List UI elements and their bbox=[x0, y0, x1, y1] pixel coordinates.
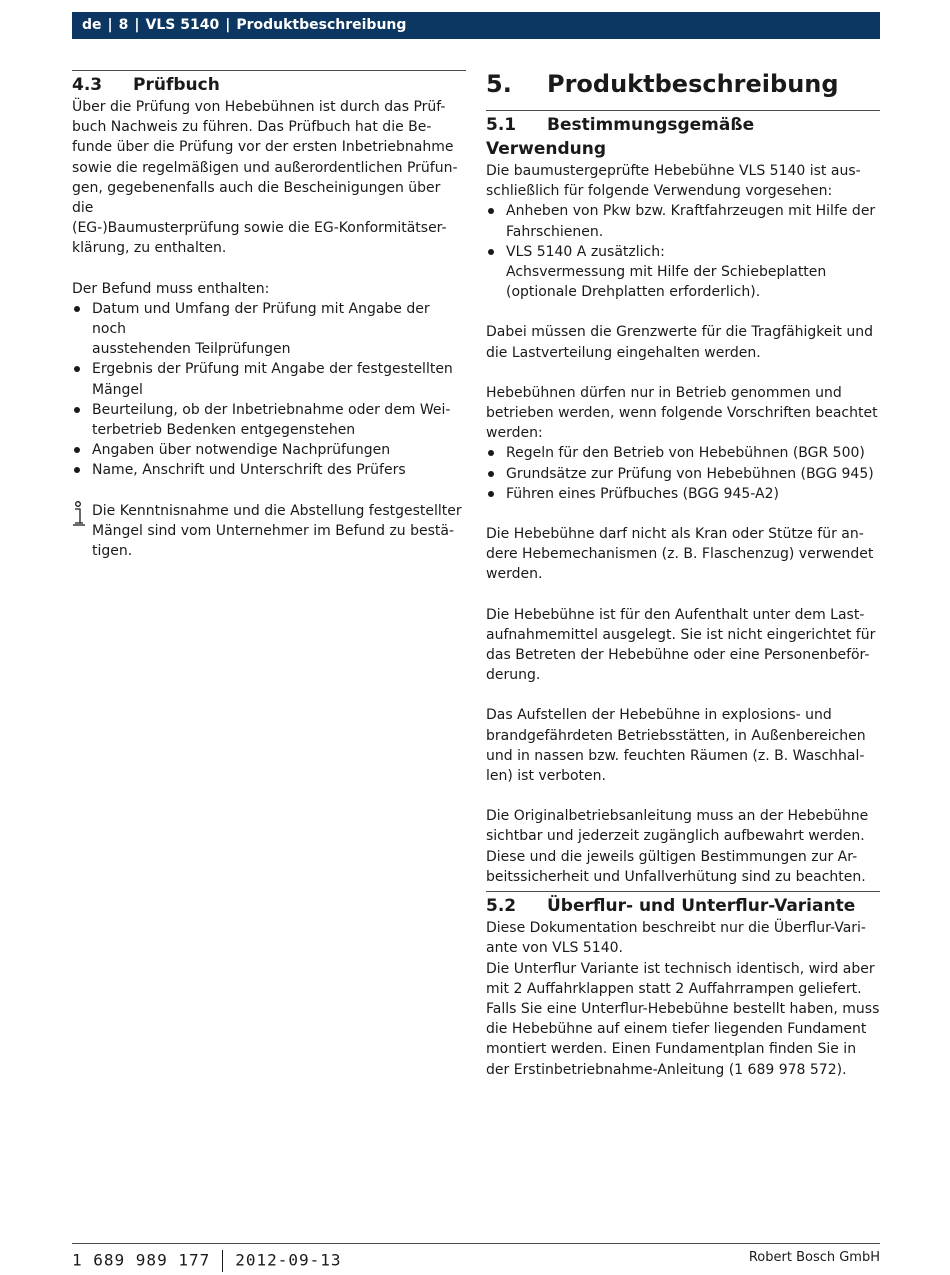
footer-doc-number: 1 689 989 177 bbox=[72, 1250, 211, 1270]
section-rule bbox=[486, 110, 880, 111]
list-item: Anheben von Pkw bzw. Kraftfahrzeugen mit Hilfe der Fahrschienen. bbox=[486, 201, 880, 241]
chapter-number: 5. bbox=[486, 70, 512, 98]
rules-list bbox=[486, 443, 880, 504]
manual-paragraph: Die Originalbetriebsanleitung muss an der Hebebühne sichtbar und jederzeit zugänglich aufbewahrt werden. Diese und die jeweils gültigen Bestimmungen zur Ar- beitssicherheit und Unfallverhütung sind zu beachten. bbox=[486, 808, 869, 885]
usage-list bbox=[486, 201, 880, 302]
header-product: VLS 5140 bbox=[145, 17, 220, 33]
section-number: 5.1 bbox=[486, 115, 517, 135]
info-icon bbox=[72, 501, 88, 527]
page-header: de | 8 | VLS 5140 | Produktbeschreibung bbox=[72, 12, 880, 39]
section-title: Prüfbuch bbox=[133, 75, 220, 95]
section-heading-5-1 bbox=[486, 113, 880, 161]
usage-intro: Die baumustergeprüfte Hebebühne VLS 5140 ist aus- schließlich für folgende Verwendung vorgesehen: bbox=[486, 163, 861, 200]
befund-list bbox=[72, 299, 466, 481]
section-title: Bestimmungsgemäße Verwendung bbox=[486, 115, 755, 159]
list-item: Grundsätze zur Prüfung von Hebebühnen (BGG 945) bbox=[486, 464, 880, 484]
header-page-number: 8 bbox=[118, 17, 129, 33]
rules-intro: Hebebühnen dürfen nur in Betrieb genommen und betrieben werden, wenn folgende Vorschriften beachtet werden: bbox=[486, 384, 878, 442]
footer-date: 2012-09-13 bbox=[235, 1250, 342, 1270]
list-item: Ergebnis der Prüfung mit Angabe der festgestellten Mängel bbox=[72, 359, 466, 399]
section-number: 4.3 bbox=[72, 75, 103, 95]
info-note bbox=[72, 501, 466, 562]
list-item: Name, Anschrift und Unterschrift des Prüfers bbox=[72, 460, 466, 480]
pruefbuch-paragraph: Über die Prüfung von Hebebühnen ist durch das Prüf- buch Nachweis zu führen. Das Prüfbuch hat die Be- funde über die Prüfung vor der ersten Inbetriebnahme sowie die regelmäßigen und außerordentlichen Prüfun- gen, gegebenenfalls auch die Bescheinigungen über die (EG-)Baumusterprüfung sowie die EG-Konformitätser- klärung, zu enthalten. bbox=[72, 99, 458, 257]
chapter-heading bbox=[486, 70, 880, 110]
header-lang: de bbox=[82, 17, 102, 33]
list-item: Führen eines Prüfbuches (BGG 945-A2) bbox=[486, 484, 880, 504]
section-rule bbox=[72, 70, 466, 71]
setup-paragraph: Das Aufstellen der Hebebühne in explosions- und brandgefährdeten Betriebsstätten, in Außenbereichen und in nassen bzw. feuchten Räumen (z. B. Waschhal- len) ist verboten. bbox=[486, 707, 866, 785]
befund-intro: Der Befund muss enthalten: bbox=[72, 280, 270, 297]
list-item: Beurteilung, ob der Inbetriebnahme oder dem Wei- terbetrieb Bedenken entgegenstehen bbox=[72, 400, 466, 440]
list-item: VLS 5140 A zusätzlich: Achsvermessung mit Hilfe der Schiebeplatten (optionale Drehplatten erforderlich). bbox=[486, 242, 880, 303]
section-heading-4-3 bbox=[72, 73, 466, 97]
section-heading-5-2 bbox=[486, 894, 880, 918]
section-rule bbox=[486, 891, 880, 892]
footer-doc-info bbox=[72, 1250, 342, 1272]
crane-paragraph: Die Hebebühne darf nicht als Kran oder Stütze für an- dere Hebemechanismen (z. B. Flaschenzug) verwendet werden. bbox=[486, 526, 874, 583]
footer-divider bbox=[222, 1250, 223, 1272]
stay-paragraph: Die Hebebühne ist für den Aufenthalt unter dem Last- aufnahmemittel ausgelegt. Sie ist nicht eingerichtet für das Betreten der Hebebühne oder eine Personenbeför- derung. bbox=[486, 606, 876, 684]
footer-company: Robert Bosch GmbH bbox=[748, 1250, 880, 1265]
variant-paragraph: Diese Dokumentation beschreibt nur die Überflur-Vari- ante von VLS 5140. Die Unterflur Variante ist technisch identisch, wird aber mit 2 Auffahrklappen statt 2 Auffahrrampen geliefert. Falls Sie eine Unterflur-Hebebühne bestellt haben, muss die Hebebühne auf einem tiefer liegenden Fundament montiert werden. Einen Fundamentplan finden Sie in der Erstinbetriebnahme-Anleitung (1 689 978 572). bbox=[486, 920, 880, 1078]
list-item: Datum und Umfang der Prüfung mit Angabe der noch ausstehenden Teilprüfungen bbox=[72, 299, 466, 360]
note-text: Die Kenntnisnahme und die Abstellung festgestellter Mängel sind vom Unternehmer im Befund zu bestä- tigen. bbox=[92, 502, 462, 560]
header-section: Produktbeschreibung bbox=[236, 17, 407, 33]
section-title: Überflur- und Unterflur-Variante bbox=[547, 896, 856, 917]
footer-rule bbox=[72, 1243, 880, 1244]
chapter-title: Produktbeschreibung bbox=[547, 70, 839, 98]
right-column bbox=[486, 70, 880, 1080]
section-number: 5.2 bbox=[486, 896, 517, 917]
limits-paragraph: Dabei müssen die Grenzwerte für die Tragfähigkeit und die Lastverteilung eingehalten werden. bbox=[486, 324, 873, 361]
left-column bbox=[72, 70, 466, 561]
list-item: Angaben über notwendige Nachprüfungen bbox=[72, 440, 466, 460]
list-item: Regeln für den Betrieb von Hebebühnen (BGR 500) bbox=[486, 443, 880, 463]
